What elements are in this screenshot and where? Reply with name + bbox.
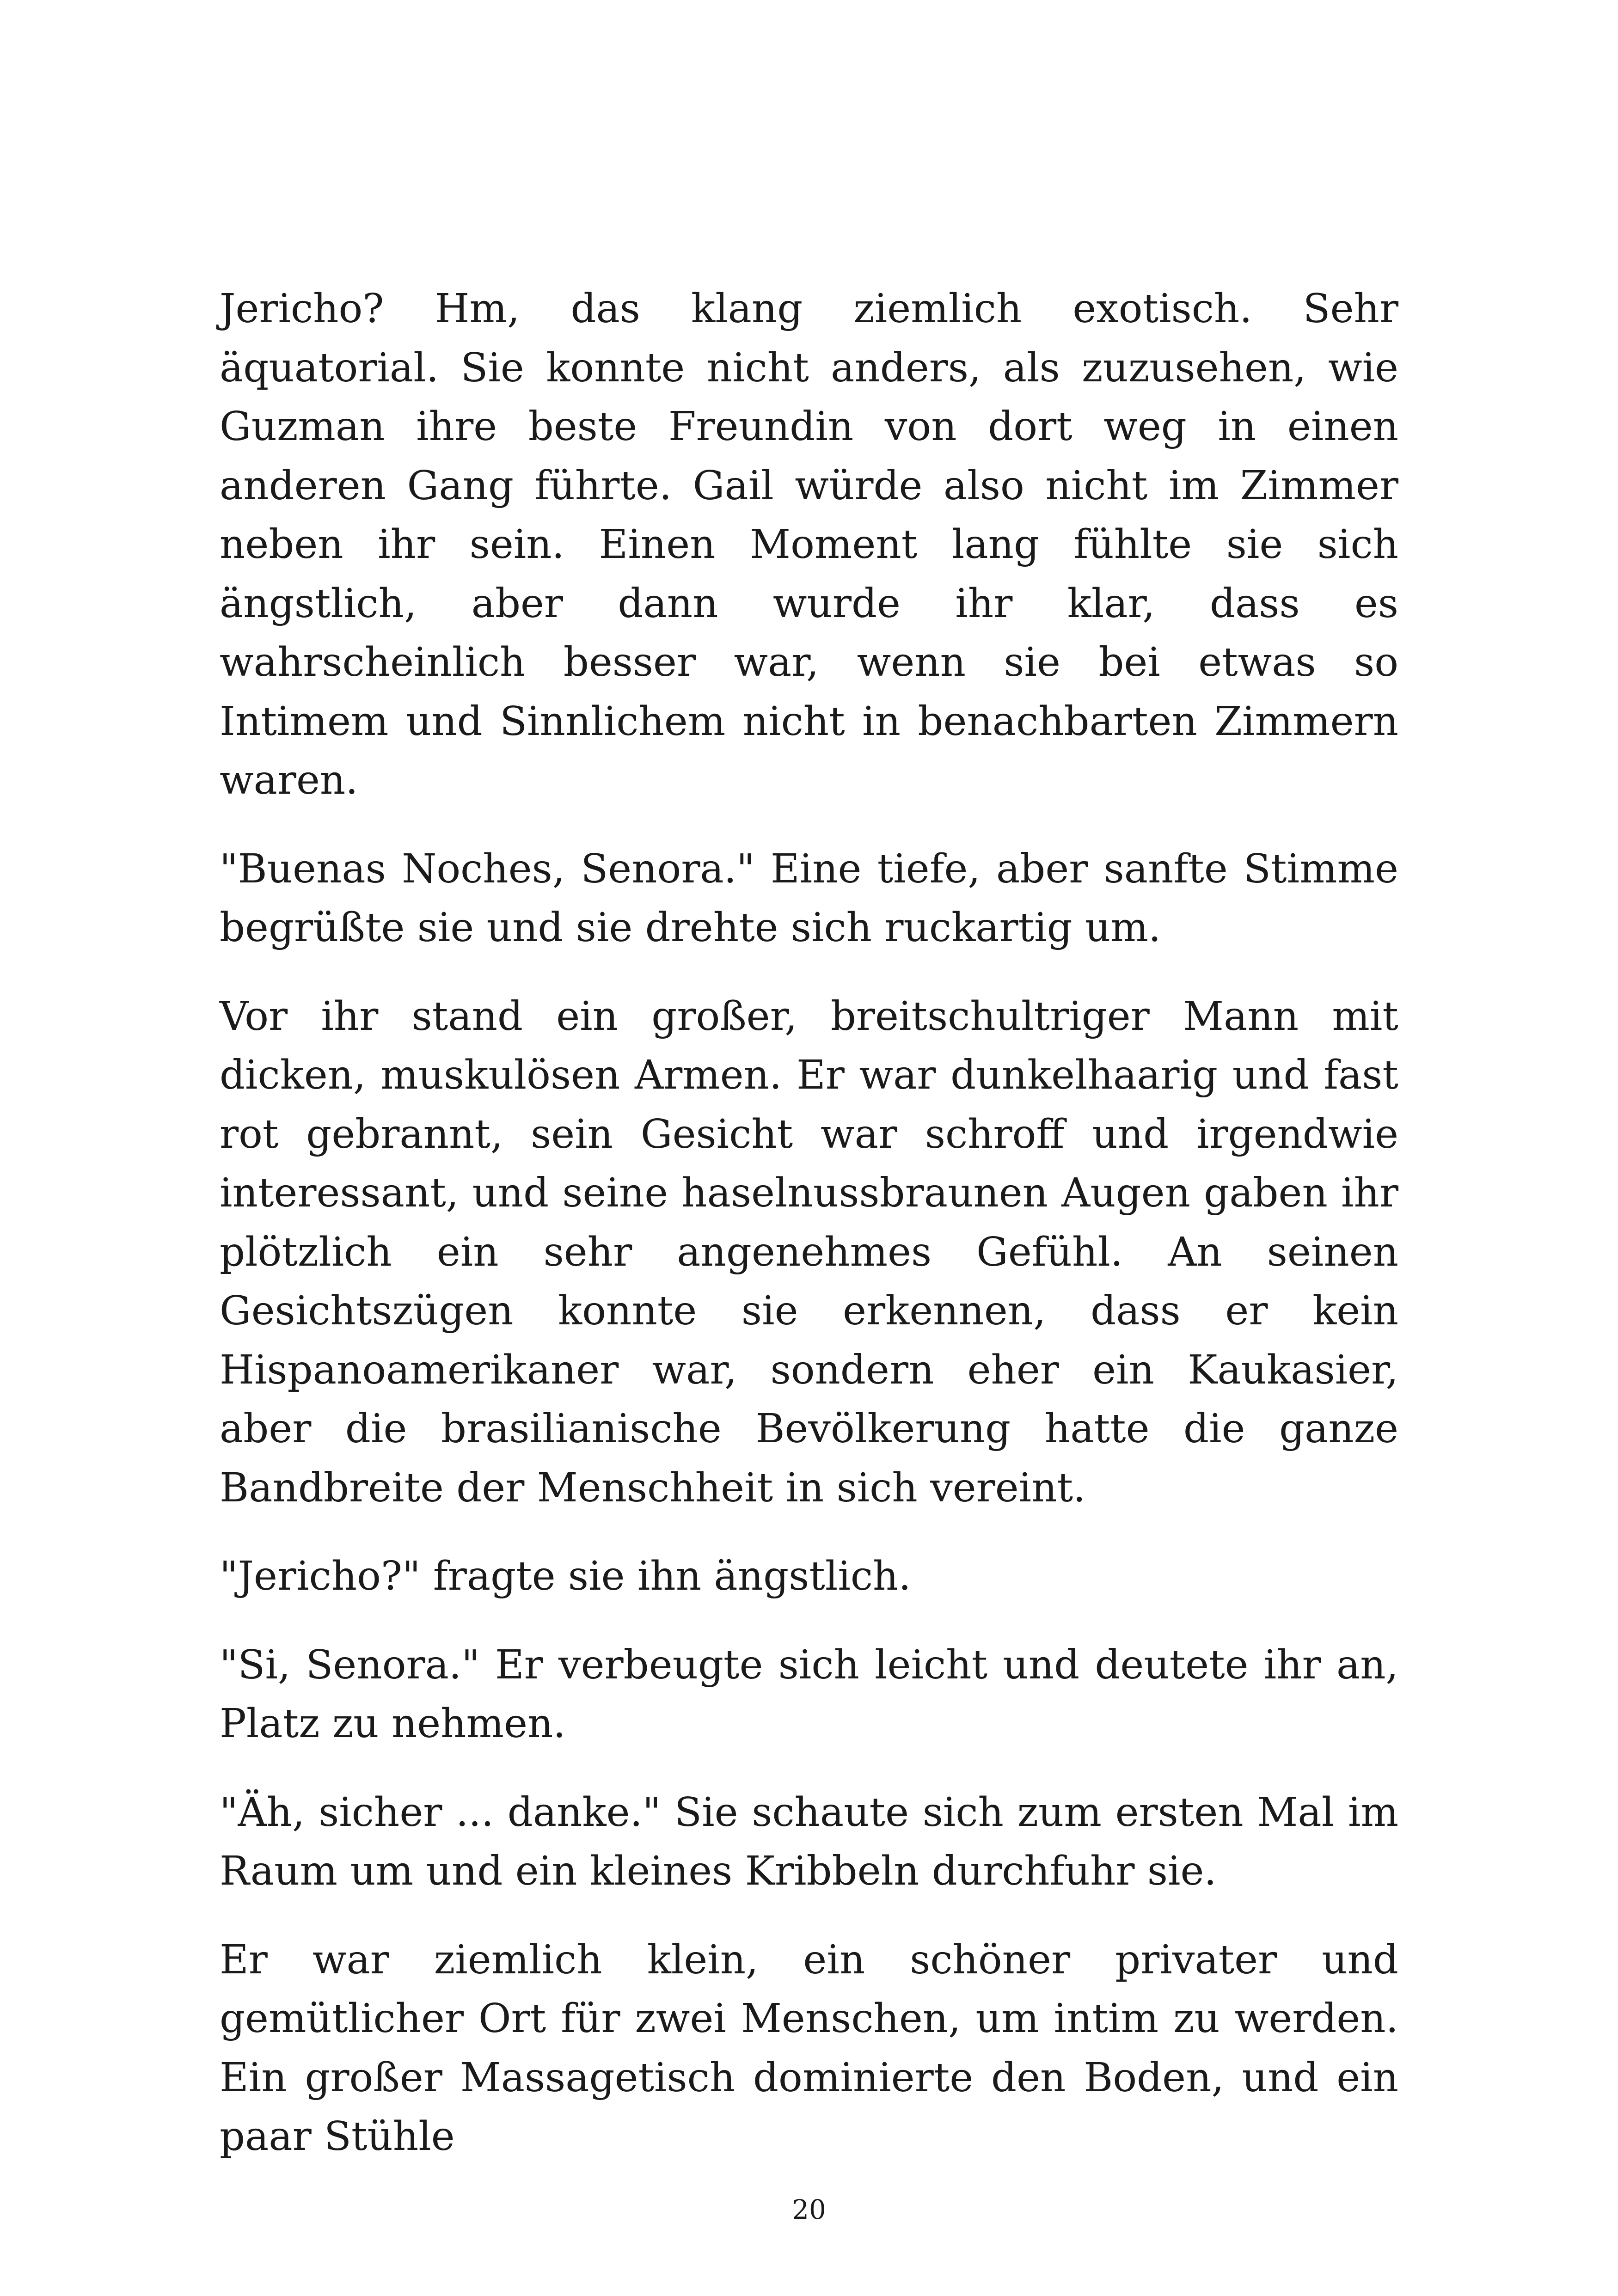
paragraph-3: Vor ihr stand ein großer, breitschultriger Mann mit dicken, muskulösen Armen. Er war dunkelhaarig und fast rot gebrannt, sein Gesicht war schroff und irgendwie interessant, und seine haselnussbraunen Augen gaben ihr plötzlich ein sehr angenehmes Gefühl. An seinen Gesichtszügen konnte sie erkennen, dass er kein Hispanoamerikaner war, sondern eher ein Kaukasier, aber die brasilianische Bevölkerung hatte die ganze Bandbreite der Menschheit in sich vereint. — [220, 993, 1398, 1511]
paragraph-7: Er war ziemlich klein, ein schöner privater und gemütlicher Ort für zwei Menschen, um intim zu werden. Ein großer Massagetisch dominierte den Boden, und ein paar Stühle — [220, 1936, 1398, 2160]
paragraph-5: "Si, Senora." Er verbeugte sich leicht und deutete ihr an, Platz zu nehmen. — [220, 1641, 1398, 1747]
paragraph-1: Jericho? Hm, das klang ziemlich exotisch. Sehr äquatorial. Sie konnte nicht anders, als zuzusehen, wie Guzman ihre beste Freundin von dort weg in einen anderen Gang führte. Gail würde also nicht im Zimmer neben ihr sein. Einen Moment lang fühlte sie sich ängstlich, aber dann wurde ihr klar, dass es wahrscheinlich besser war, wenn sie bei etwas so Intimem und Sinnlichem nicht in benachbarten Zimmern waren. — [220, 286, 1398, 803]
body-text — [220, 280, 1398, 2196]
page-number: 20 — [792, 2194, 826, 2225]
paragraph-2: "Buenas Noches, Senora." Eine tiefe, aber sanfte Stimme begrüßte sie und sie drehte sich ruckartig um. — [220, 845, 1398, 951]
paragraph-4: "Jericho?" fragte sie ihn ängstlich. — [220, 1553, 911, 1599]
paragraph-6: "Äh, sicher ... danke." Sie schaute sich zum ersten Mal im Raum um und ein kleines Kribbeln durchfuhr sie. — [220, 1789, 1398, 1894]
